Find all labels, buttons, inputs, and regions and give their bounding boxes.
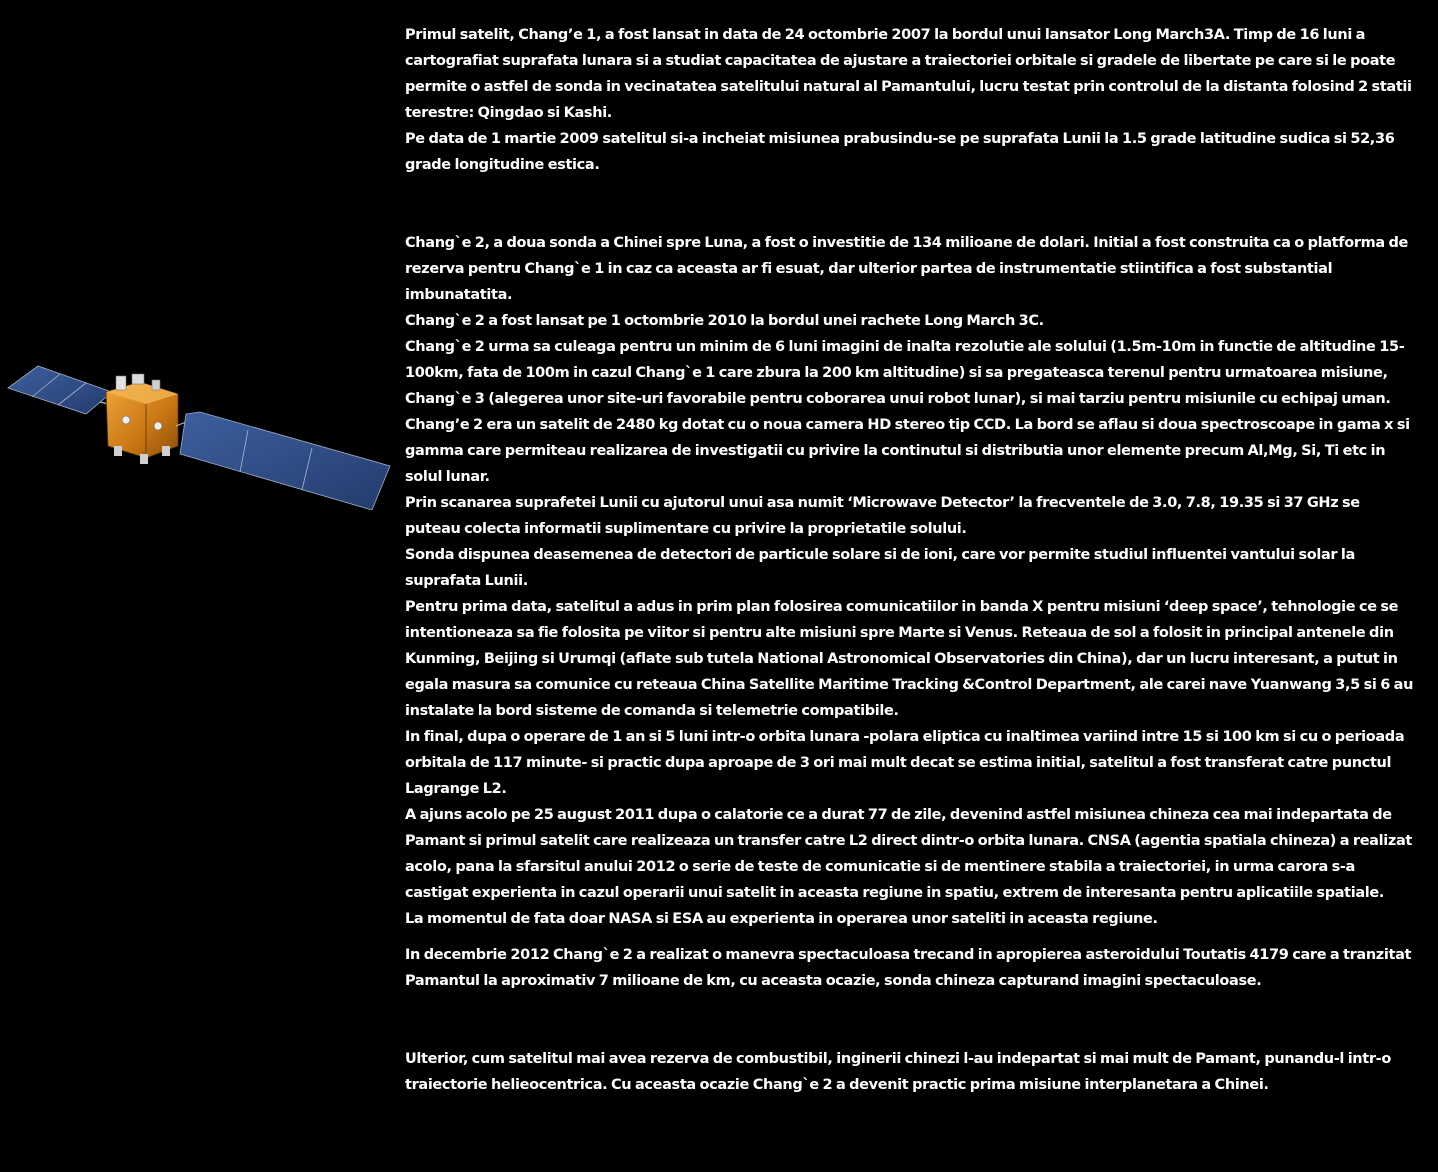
left-solar-panel [8, 366, 112, 414]
paragraph: Chang’e 2 era un satelit de 2480 kg dotat cu o noua camera HD stereo tip CCD. La bord se aflau si doua spectroscoape in gama x si gamma care permiteau realizarea de investigatii cu privire la continutul si distributia unor elemente precum Al,Mg, Si, Ti etc in solul lunar. [405, 417, 1410, 485]
right-solar-panel [180, 412, 390, 510]
paragraph: Chang`e 2 urma sa culeaga pentru un minim de 6 luni imagini de inalta rezolutie ale solului (1.5m-10m in functie de altitudine 15-100km, fata de 100m in cazul Chang`e 1 care zbura la 200 km altitudine) si sa pregateasca terenul pentru urmatoarea misiune, Chang`e 3 (alegerea unor site-uri favorabile pentru coborarea unui robot lunar), si mai tarziu pentru misiunile cu echipaj uman. [405, 339, 1405, 407]
satellite-image [0, 350, 395, 510]
paragraph: Primul satelit, Chang’e 1, a fost lansat in data de 24 octombrie 2007 la bordul unui lansator Long March3A. Timp de 16 luni a cartografiat suprafata lunara si a studiat capacitatea de ajustare a traiectoriei orbitale si gradele de libertate pe care si le poate permite o astfel de sonda in vecinatatea satelitului natural al Pamantului, lucru testat prin controlul de la distanta folosind 2 statii terestre: Qingdao si Kashi. [405, 27, 1412, 121]
article-text [405, 22, 1417, 1098]
section-change-2 [405, 230, 1417, 932]
section-heliocentric [405, 1046, 1417, 1098]
paragraph: Prin scanarea suprafetei Lunii cu ajutorul unui asa numit ‘Microwave Detector’ la frecventele de 3.0, 7.8, 19.35 si 37 GHz se puteau colecta informatii suplimentare cu privire la proprietatile solului. [405, 495, 1360, 537]
paragraph: Chang`e 2, a doua sonda a Chinei spre Luna, a fost o investitie de 134 milioane de dolari. Initial a fost construita ca o platforma de rezerva pentru Chang`e 1 in caz ca aceasta ar fi esuat, dar ulterior partea de instrumentatie stiintifica a fost substantial imbunatatita. [405, 235, 1409, 303]
paragraph: In final, dupa o operare de 1 an si 5 luni intr-o orbita lunara -polara eliptica cu inaltimea variind intre 15 si 100 km si cu o perioada orbitala de 117 minute- si practic dupa aproape de 3 ori mai mult decat se estima initial, satelitul a fost transferat catre punctul Lagrange L2. [405, 729, 1405, 797]
paragraph: Chang`e 2 a fost lansat pe 1 octombrie 2010 la bordul unei rachete Long March 3C. [405, 313, 1044, 329]
paragraph: Ulterior, cum satelitul mai avea rezerva de combustibil, inginerii chinezi l-au indepartat si mai mult de Pamant, punandu-l intr-o traiectorie helieocentrica. Cu aceasta ocazie Chang`e 2 a devenit practic prima misiune interplanetara a Chinei. [405, 1051, 1391, 1093]
paragraph: In decembrie 2012 Chang`e 2 a realizat o manevra spectaculoasa trecand in apropierea asteroidului Toutatis 4179 care a tranzitat Pamantul la aproximativ 7 milioane de km, cu aceasta ocazie, sonda chineza capturand imagini spectaculoase. [405, 947, 1412, 989]
paragraph: A ajuns acolo pe 25 august 2011 dupa o calatorie ce a durat 77 de zile, devenind astfel misiunea chineza cea mai indepartata de Pamant si primul satelit care realizeaza un transfer catre L2 direct dintr-o orbita lunara. CNSA (agentia spatiala chineza) a realizat acolo, pana la sfarsitul anului 2012 o serie de teste de comunicatie si de mentinere stabila a traiectoriei, in urma carora s-a castigat experienta in cazul operarii unui satelit in aceasta regiune in spatiu, extrem de interesanta pentru aplicatiile spatiale. [405, 807, 1412, 901]
paragraph: Sonda dispunea deasemenea de detectori de particule solare si de ioni, care vor permite studiul influentei vantului solar la suprafata Lunii. [405, 547, 1355, 589]
section-toutatis [405, 942, 1417, 994]
paragraph: La momentul de fata doar NASA si ESA au experienta in operarea unor sateliti in aceasta regiune. [405, 911, 1158, 927]
paragraph: Pe data de 1 martie 2009 satelitul si-a incheiat misiunea prabusindu-se pe suprafata Lunii la 1.5 grade latitudine sudica si 52,36 grade longitudine estica. [405, 131, 1395, 173]
satellite-body [106, 374, 178, 464]
section-change-1 [405, 22, 1417, 178]
paragraph: Pentru prima data, satelitul a adus in prim plan folosirea comunicatiilor in banda X pentru misiuni ‘deep space’, tehnologie ce se intentioneaza sa fie folosita pe viitor si pentru alte misiuni spre Marte si Venus. Reteaua de sol a folosit in principal antenele din Kunming, Beijing si Urumqi (aflate sub tutela National Astronomical Observatories din China), dar un lucru interesant, a putut in egala masura sa comunice cu reteaua China Satellite Maritime Tracking &Control Department, ale carei nave Yuanwang 3,5 si 6 au instalate la bord sisteme de comanda si telemetrie compatibile. [405, 599, 1414, 719]
